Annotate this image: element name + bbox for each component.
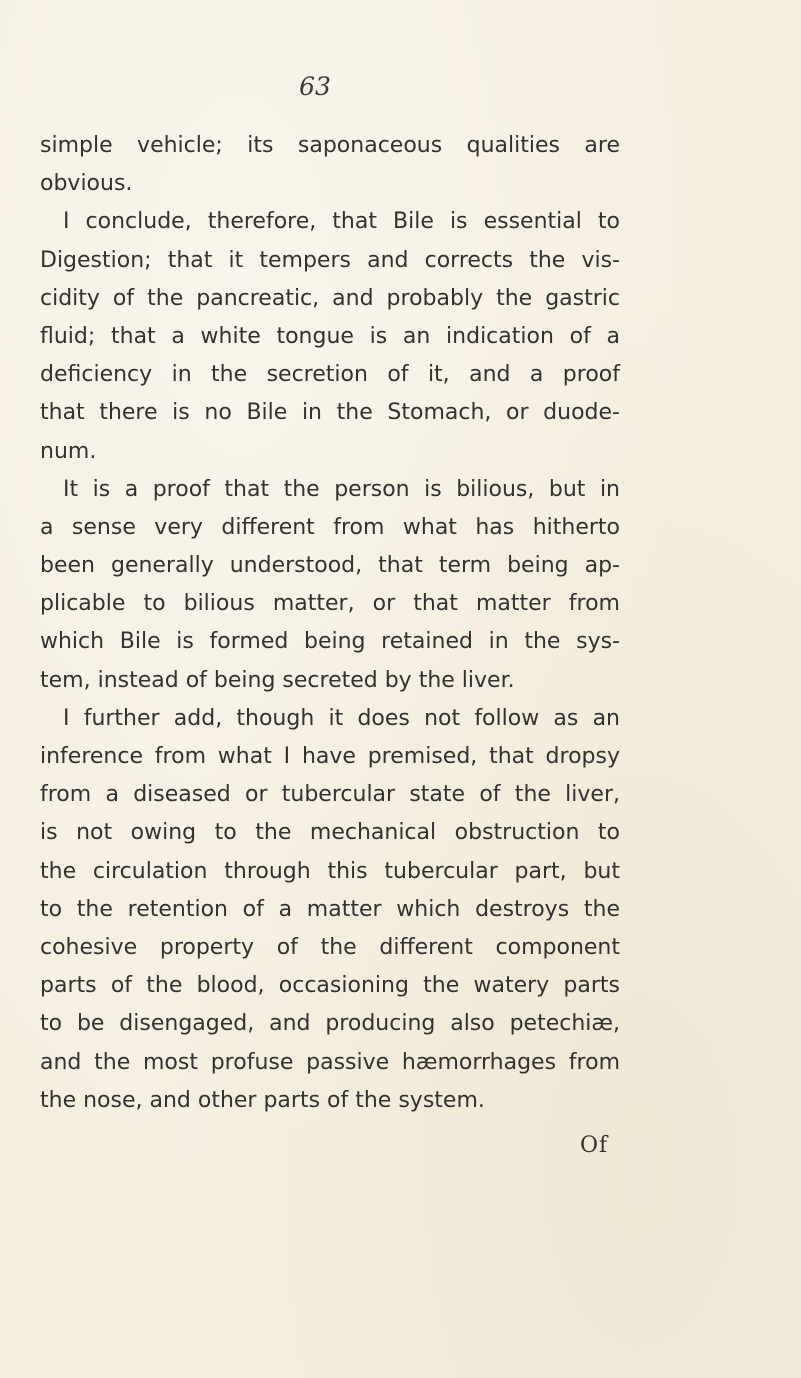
text-line: cidity of the pancreatic, and probably the gastric <box>40 285 620 311</box>
text-line: I conclude, therefore, that Bile is essential to <box>63 209 620 235</box>
text-line: inference from what I have premised, that dropsy <box>40 744 620 769</box>
paragraph <box>40 471 620 700</box>
text-line: and the most profuse passive hæmorrhages from <box>40 1049 620 1075</box>
body-text <box>40 127 620 1120</box>
text-line: It is a proof that the person is bilious, but in <box>63 476 620 502</box>
paragraph <box>40 700 620 1120</box>
page-number: 63 <box>299 72 331 101</box>
text-line: a sense very different from what has hitherto <box>40 514 620 540</box>
text-line: deficiency in the secretion of it, and a proof <box>40 362 620 388</box>
paragraph <box>40 127 620 203</box>
text-line: I further add, though it does not follow as an <box>63 705 620 731</box>
text-line: the nose, and other parts of the system. <box>40 1087 485 1113</box>
text-line: cohesive property of the different component <box>40 934 620 960</box>
text-line: the circulation through this tubercular part, but <box>40 858 620 884</box>
text-line: num. <box>40 438 97 464</box>
text-line: simple vehicle; its saponaceous qualities are <box>40 133 620 158</box>
text-line: is not owing to the mechanical obstruction to <box>40 820 620 846</box>
text-line: which Bile is formed being retained in the sys- <box>40 629 620 655</box>
text-line: that there is no Bile in the Stomach, or duode- <box>40 400 620 426</box>
text-line: been generally understood, that term being ap- <box>40 553 620 579</box>
paragraph <box>40 203 620 470</box>
text-line: plicable to bilious matter, or that matter from <box>40 591 620 617</box>
catchword: Of <box>580 1133 609 1158</box>
text-line: tem, instead of being secreted by the liver. <box>40 667 515 693</box>
text-line: to be disengaged, and producing also petechiæ, <box>40 1011 620 1037</box>
text-line: Digestion; that it tempers and corrects the vis- <box>40 247 620 273</box>
text-line: from a diseased or tubercular state of the liver, <box>40 782 620 808</box>
text-line: parts of the blood, occasioning the watery parts <box>40 973 620 999</box>
text-line: to the retention of a matter which destroys the <box>40 896 620 922</box>
text-line: obvious. <box>40 171 133 197</box>
text-line: fluid; that a white tongue is an indication of a <box>40 323 620 349</box>
